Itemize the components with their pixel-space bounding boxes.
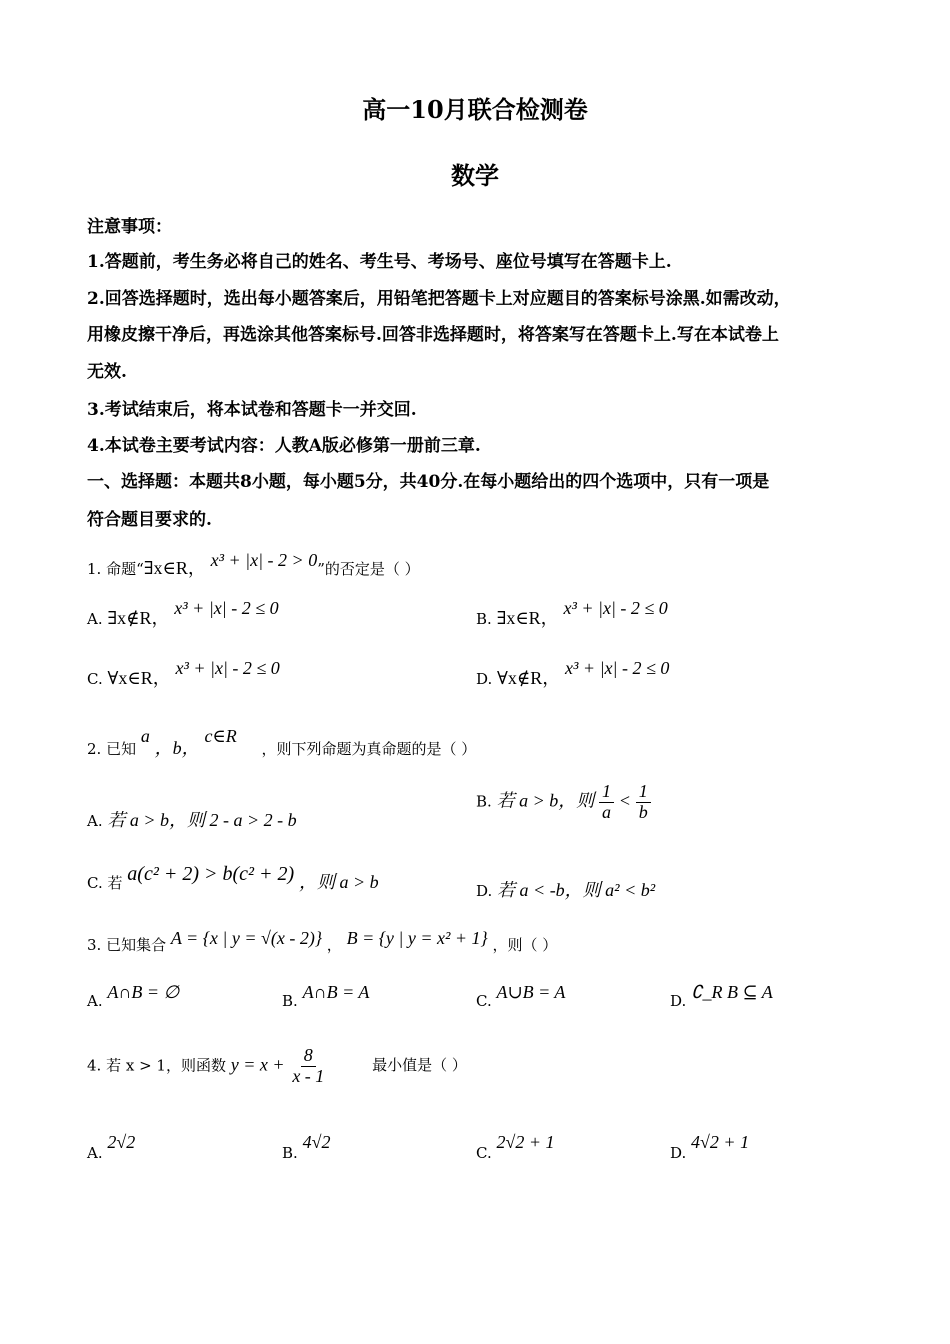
question-3-separator: ， xyxy=(326,936,342,954)
q2-option-c-prefix: 若 xyxy=(107,874,123,892)
question-2-prefix: 2. 已知 xyxy=(87,740,137,758)
notice-item-2-line-2: 用橡皮擦干净后，再选涂其他答案标号.回答非选择题时，将答案写在答题卡上.写在本试卷上 xyxy=(87,325,779,345)
q3-option-c[interactable] xyxy=(476,982,566,1011)
q3-option-b[interactable] xyxy=(282,982,370,1011)
question-1-prefix: 1. 命题“ xyxy=(87,560,144,578)
q2-option-c[interactable] xyxy=(87,863,379,894)
q3-option-d-expression: ∁_R B ⊆ A xyxy=(691,982,773,1002)
q4-option-a-label: A. xyxy=(87,1144,103,1162)
q2-option-c-expression: a(c² + 2) > b(c² + 2) xyxy=(127,863,295,885)
question-1-expression: x³ + |x| - 2 > 0 xyxy=(210,550,318,570)
notice-item-2-line-1: 2.回答选择题时，选出每小题答案后，用铅笔把答题卡上对应题目的答案标号涂黑.如需改动， xyxy=(87,289,791,309)
q1-option-d-condition: ∀x∉R， xyxy=(497,668,561,688)
q4-option-d[interactable] xyxy=(670,1132,750,1163)
q3-option-b-label: B. xyxy=(282,992,298,1010)
q4-option-b-expression: 4√2 xyxy=(302,1132,331,1152)
q1-option-c-expression: x³ + |x| - 2 ≤ 0 xyxy=(175,658,280,678)
question-2-suffix: ，则下列命题为真命题的是（ ） xyxy=(261,740,477,758)
q3-option-d[interactable] xyxy=(670,982,773,1011)
q3-option-a[interactable] xyxy=(87,982,180,1011)
q4-option-a[interactable] xyxy=(87,1132,136,1163)
q1-option-d-expression: x³ + |x| - 2 ≤ 0 xyxy=(565,658,670,678)
q3-option-a-label: A. xyxy=(87,992,103,1010)
q1-option-a-label: A. xyxy=(87,610,103,628)
q1-option-d[interactable] xyxy=(476,658,670,690)
q1-option-c-condition: ∀x∈R， xyxy=(107,668,171,688)
question-3-set-a: A = {x | y = √(x - 2)} xyxy=(170,928,323,948)
q2-option-b-fraction-2: $\frac{1}{b}$ xyxy=(636,782,651,823)
q2-option-d[interactable] xyxy=(476,876,655,902)
question-1-suffix: ”的否定是（ ） xyxy=(317,560,420,578)
q2-option-b-fraction-1: $\frac{1}{a}$ xyxy=(599,782,614,823)
question-1-condition: ∃x∈R， xyxy=(143,558,206,578)
q4-option-a-expression: 2√2 xyxy=(107,1132,136,1152)
notice-item-4: 4.本试卷主要考试内容：人教A版必修第一册前三章. xyxy=(87,436,481,456)
q2-option-a-text: 若 a > b，则 2 - a > 2 - b xyxy=(107,810,297,830)
q3-option-c-expression: A∪B = A xyxy=(496,982,566,1002)
q1-option-c-label: C. xyxy=(87,670,103,688)
q3-option-d-label: D. xyxy=(670,992,687,1010)
q2-option-a[interactable] xyxy=(87,806,297,832)
q1-option-c[interactable] xyxy=(87,658,280,690)
q2-option-b-label: B. xyxy=(476,792,492,811)
question-2-var-b: ，b， xyxy=(154,738,200,758)
q4-option-c-expression: 2√2 + 1 xyxy=(496,1132,555,1152)
question-3-prefix: 3. 已知集合 xyxy=(87,936,167,954)
q4-option-c-label: C. xyxy=(476,1144,492,1162)
notice-item-3: 3.考试结束后，将本试卷和答题卡一并交回. xyxy=(87,400,417,420)
q2-option-b-less-than: < xyxy=(618,790,631,811)
q2-option-c-label: C. xyxy=(87,874,103,892)
question-3 xyxy=(87,928,558,955)
q2-option-c-suffix: ，则 a > b xyxy=(298,872,379,892)
q1-option-b-expression: x³ + |x| - 2 ≤ 0 xyxy=(563,598,668,618)
exam-title: 高一10月联合检测卷 xyxy=(362,95,588,124)
q3-option-a-expression: A∩B = ∅ xyxy=(107,982,180,1002)
question-4-function-fraction: $\frac{8}{x - 1}$ xyxy=(292,1045,325,1086)
notice-heading: 注意事项： xyxy=(87,217,172,237)
q1-option-b-condition: ∃x∈R， xyxy=(496,608,559,628)
q4-option-d-label: D. xyxy=(670,1144,687,1162)
q1-option-a[interactable] xyxy=(87,598,279,630)
question-4-function-lhs: y = x + xyxy=(230,1054,285,1075)
q3-option-b-expression: A∩B = A xyxy=(302,982,370,1002)
q2-option-d-text: 若 a < -b，则 a² < b² xyxy=(497,880,656,900)
q3-option-c-label: C. xyxy=(476,992,492,1010)
q2-option-b[interactable] xyxy=(476,782,651,823)
question-2-var-a: a xyxy=(140,726,150,746)
q1-option-a-condition: ∃x∉R， xyxy=(107,608,170,628)
question-4 xyxy=(87,1046,467,1087)
q1-option-b[interactable] xyxy=(476,598,668,630)
section-1-line-1: 一、选择题：本题共8小题，每小题5分，共40分.在每小题给出的四个选项中，只有一项是 xyxy=(87,472,770,492)
section-1-line-2: 符合题目要求的. xyxy=(87,510,212,530)
q2-option-a-label: A. xyxy=(87,812,103,830)
q4-option-d-expression: 4√2 + 1 xyxy=(691,1132,750,1152)
q1-option-b-label: B. xyxy=(476,610,492,628)
question-2-var-c: c∈R xyxy=(204,726,237,746)
q4-option-c[interactable] xyxy=(476,1132,555,1163)
q1-option-a-expression: x³ + |x| - 2 ≤ 0 xyxy=(174,598,279,618)
q2-option-d-label: D. xyxy=(476,882,493,900)
notice-item-2-line-3: 无效. xyxy=(87,362,127,382)
question-3-set-b: B = {y | y = x² + 1} xyxy=(346,928,488,948)
question-4-prefix: 4. 若 x > 1，则函数 xyxy=(87,1056,226,1075)
question-2 xyxy=(87,726,477,760)
question-3-suffix: ，则（ ） xyxy=(492,936,558,954)
question-1 xyxy=(87,550,420,580)
q2-option-b-text: 若 a > b，则 xyxy=(496,790,595,811)
notice-item-1: 1.答题前，考生务必将自己的姓名、考生号、考场号、座位号填写在答题卡上. xyxy=(87,252,672,272)
q4-option-b-label: B. xyxy=(282,1144,298,1162)
q1-option-d-label: D. xyxy=(476,670,493,688)
question-4-suffix: 最小值是（ ） xyxy=(372,1056,467,1075)
q4-option-b[interactable] xyxy=(282,1132,331,1163)
exam-subject: 数学 xyxy=(451,161,499,190)
